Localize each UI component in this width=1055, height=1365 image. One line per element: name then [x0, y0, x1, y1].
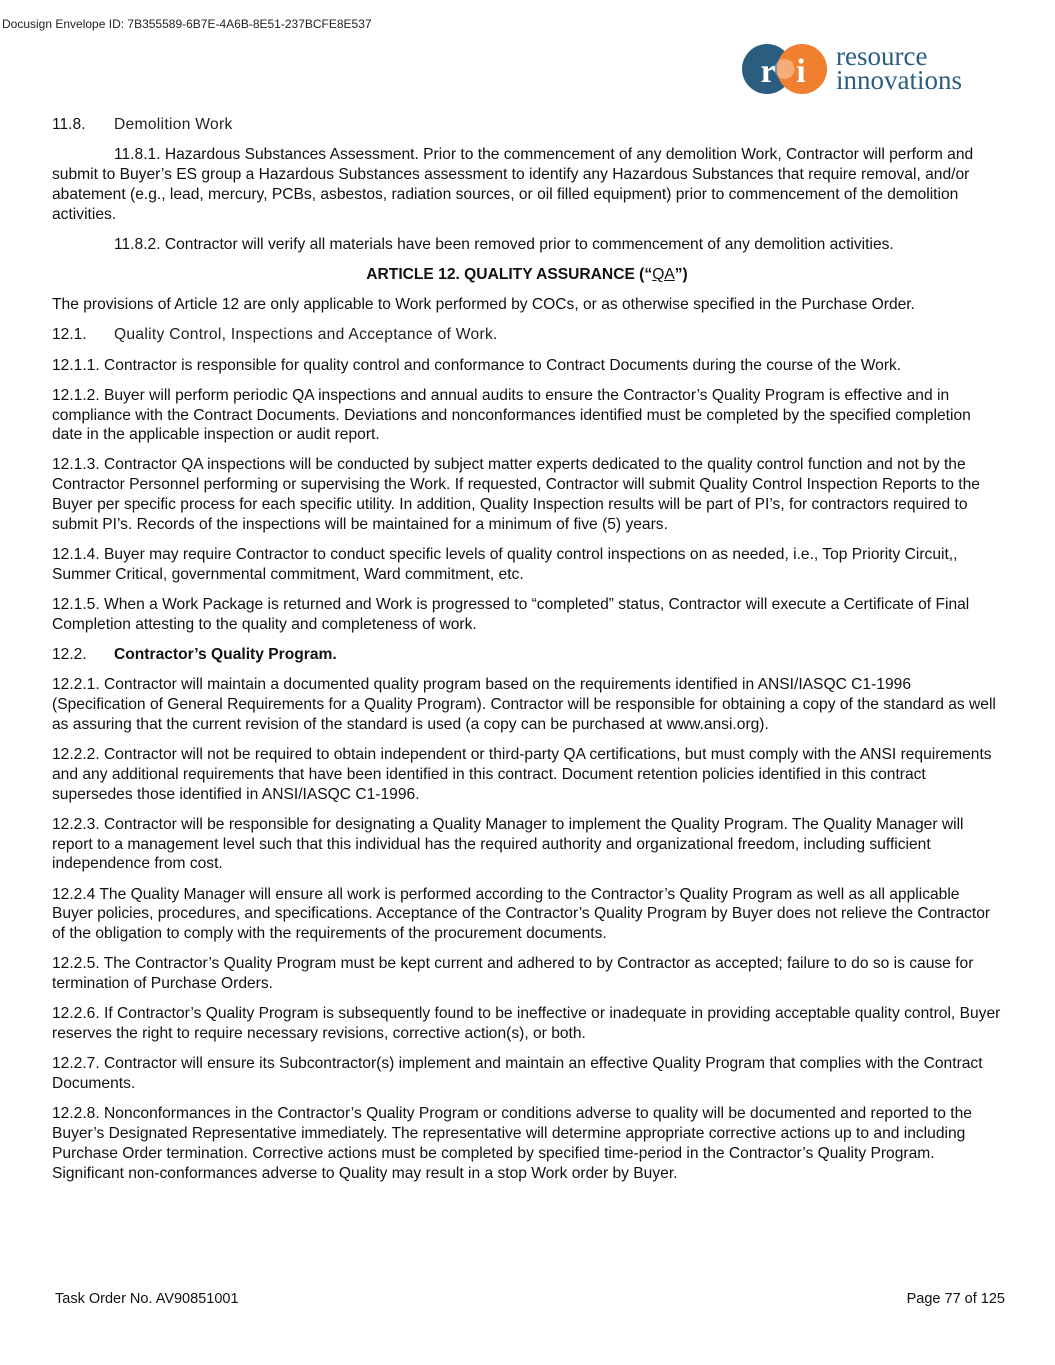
paragraph-12-1-5: 12.1.5. When a Work Package is returned and Work is progressed to “completed” status, Contractor will execute a Certificate of Final Completion attesting to the quality and completeness of work.	[52, 596, 970, 633]
resource-innovations-logo	[741, 41, 1011, 97]
qa-abbreviation: QA	[652, 265, 675, 283]
paragraph-12-2-4: 12.2.4 The Quality Manager will ensure all work is performed according to the Contractor’s Quality Program as well as all applicable Buyer policies, procedures, and specifications. Acceptance of the Contractor’s Quality Program by Buyer does not relieve the Contractor of the obligation to comply with the requirements of the procurement documents.	[52, 885, 991, 943]
paragraph-12-2-7: 12.2.7. Contractor will ensure its Subcontractor(s) implement and maintain an effective Quality Program that complies with the Contract Documents.	[52, 1055, 983, 1093]
section-heading-12-2	[52, 645, 1002, 665]
paragraph-12-1-2: 12.1.2. Buyer will perform periodic QA inspections and annual audits to ensure the Contractor’s Quality Program is effective and in compliance with the Contract Documents. Deviations and nonconformances identified must be completed by the specified completion date in the applicable inspection or audit report.	[52, 386, 971, 444]
section-heading-12-1	[52, 325, 1002, 345]
paragraph-12-1-3: 12.1.3. Contractor QA inspections will be conducted by subject matter experts dedicated to the quality control function and not by the Contractor Personnel performing or supervising the Work. If requested, Contractor will submit Quality Control Inspection Reports to the Buyer per specific process for each specific utility. In addition, Quality Inspection results will be part of PI’s, for contractors required to submit PI’s. Records of the inspections will be maintained for a minimum of five (5) years.	[52, 456, 980, 533]
section-number: 11.8.	[52, 116, 86, 133]
article-intro: The provisions of Article 12 are only applicable to Work performed by COCs, or as otherwise specified in the Purchase Order.	[52, 296, 915, 314]
article-suffix: ”)	[674, 265, 688, 283]
paragraph-12-2-1: 12.2.1. Contractor will maintain a documented quality program based on the requirements identified in ANSI/IASQC C1-1996 (Specification of General Requirements for a Quality Program). Contractor will be responsible for obtaining a copy of the standard as well as assuring that the current revision of the standard is used (a copy can be purchased at www.ansi.org).	[52, 676, 996, 733]
logo-line2: innovations	[836, 65, 962, 95]
section-heading-11-8	[52, 115, 1002, 135]
article-heading	[52, 265, 1002, 285]
footer-task-order: Task Order No. AV90851001	[55, 1291, 239, 1307]
paragraph-11-8-2: 11.8.2. Contractor will verify all materials have been removed prior to commencement of any demolition activities.	[114, 235, 894, 253]
paragraph-12-2-3: 12.2.3. Contractor will be responsible for designating a Quality Manager to implement the Quality Program. The Quality Manager will report to a management level such that this individual has the required authority and organizational freedom, including sufficient independence from cost.	[52, 815, 964, 873]
paragraph-12-2-2: 12.2.2. Contractor will not be required to obtain independent or third-party QA certifications, but must comply with the ANSI requirements and any additional requirements that have been identified in this contract. Document retention policies identified in this contract supersedes those identified in ANSI/IASQC C1-1996.	[52, 746, 992, 803]
section-title: Demolition Work	[114, 116, 233, 133]
section-title: Quality Control, Inspections and Acceptance of Work.	[114, 326, 498, 344]
paragraph-12-2-8: 12.2.8. Nonconformances in the Contractor’s Quality Program or conditions adverse to quality will be documented and reported to the Buyer’s Designated Representative immediately. The representative will determine appropriate corrective actions up to and including Purchase Order termination. Corrective actions must be completed by specified time-period in the Contractor’s Quality Program. Significant non-conformances adverse to Quality may result in a stop Work order by Buyer.	[52, 1105, 972, 1182]
article-prefix: ARTICLE 12. QUALITY ASSURANCE (“	[366, 265, 653, 283]
docusign-envelope-id: Docusign Envelope ID: 7B355589-6B7E-4A6B-8E51-237BCFE8E537	[2, 17, 372, 31]
paragraph-12-2-6: 12.2.6. If Contractor’s Quality Program is subsequently found to be ineffective or inadequate in providing acceptable quality control, Buyer reserves the right to require necessary revisions, corrective action(s), or both.	[52, 1005, 1001, 1043]
paragraph-12-1-4: 12.1.4. Buyer may require Contractor to conduct specific levels of quality control inspections on as needed, i.e., Top Priority Circuit,, Summer Critical, governmental commitment, Ward commitment, etc.	[52, 546, 958, 583]
logo-line1: resource	[836, 41, 928, 71]
section-title: Contractor’s Quality Program.	[114, 646, 337, 664]
section-number: 12.1.	[52, 326, 87, 344]
svg-text:i: i	[796, 53, 806, 90]
paragraph-12-1-1: 12.1.1. Contractor is responsible for quality control and conformance to Contract Documents during the course of the Work.	[52, 356, 902, 374]
footer-page-number: Page 77 of 125	[906, 1291, 1005, 1307]
paragraph-12-2-5: 12.2.5. The Contractor’s Quality Program must be kept current and adhered to by Contractor as accepted; failure to do so is cause for termination of Purchase Orders.	[52, 955, 974, 993]
document-body	[52, 115, 1002, 1194]
svg-text:r: r	[760, 53, 776, 90]
paragraph-11-8-1: 11.8.1. Hazardous Substances Assessment. Prior to the commencement of any demolition Work, Contractor will perform and submit to Buyer’s ES group a Hazardous Substances assessment to identify any Hazardous Substances that require removal, and/or abatement (e.g., lead, mercury, PCBs, asbestos, radiation sources, or oil filled equipment) prior to commencement of the demolition activities.	[52, 146, 974, 223]
section-number: 12.2.	[52, 646, 87, 664]
